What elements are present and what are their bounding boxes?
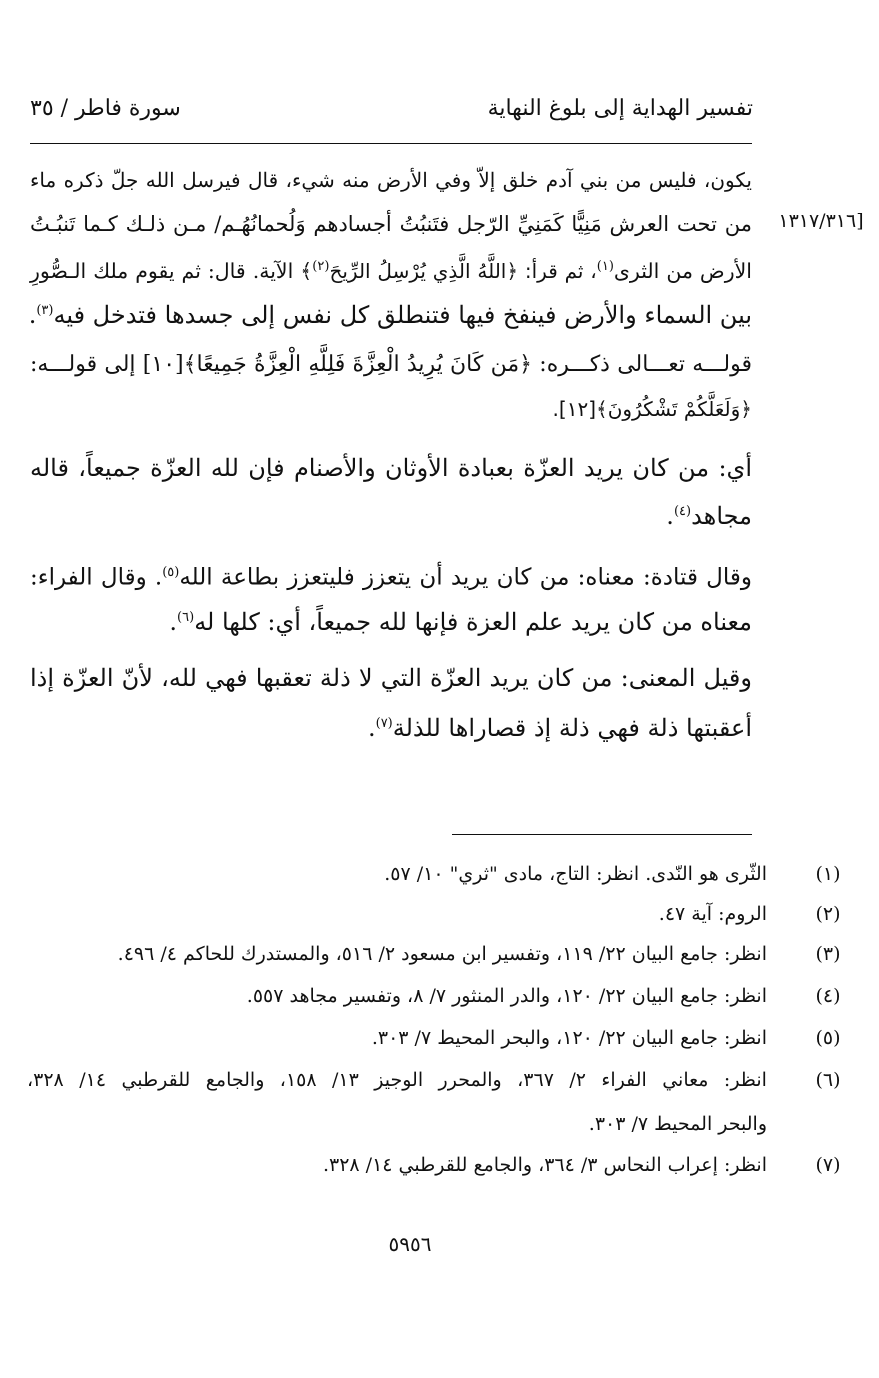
footnote-text: انظر: معاني الفراء ٢/ ٣٦٧، والمحرر الوجيز ١٣/ ١٥٨، والجامع للقرطبي ١٤/ ٣٢٨، [27, 1069, 767, 1091]
body-line: وقيل المعنى: من كان يريد العزّة التي لا ذلة تعقبها فهي لله، لأنّ العزّة إذا [30, 664, 752, 692]
footnote-marker: (٣) [36, 303, 54, 318]
margin-manuscript-reference: [١٣١٧/٣١٦ [778, 210, 864, 232]
body-line: مجاهد$^{(٤)}$. [666, 502, 752, 530]
footnote-marker: (١) [596, 259, 614, 274]
body-line: من تحت العرش مَنِيًّا كَمَنِيِّ الرّجل فتَنبُتُ أجسادهم وَلُحمانُهُـم/ مـن ذلـك كـما تَنبُـتُ [30, 212, 752, 236]
footnote-number: (٥) [815, 1027, 841, 1049]
footnote-number: (٦) [815, 1069, 841, 1091]
body-line-verse: ﴿وَلَعَلَّكُمْ تَشْكُرُونَ﴾[١٢]. [552, 397, 752, 421]
footnote-marker: (٢) [312, 259, 330, 274]
footnote-text: انظر: إعراب النحاس ٣/ ٣٦٤، والجامع للقرطبي ١٤/ ٣٢٨. [322, 1154, 767, 1176]
footnote-text: انظر: جامع البيان ٢٢/ ١١٩، وتفسير ابن مسعود ٢/ ٥١٦، والمستدرك للحاكم ٤/ ٤٩٦. [117, 943, 767, 965]
footnote-text: انظر: جامع البيان ٢٢/ ١٢٠، والبحر المحيط ٧/ ٣٠٣. [371, 1027, 767, 1049]
body-line-verse-heading: قولـــه تعـــالى ذكـــره: ﴿مَن كَانَ يُرِيدُ الْعِزَّةَ فَلِلَّهِ الْعِزَّةُ جَمِيعًا﴾[١٠] إلى قولـــه: [30, 352, 752, 377]
running-surah-title: سورة فاطر / ٣٥ [30, 96, 181, 121]
footnote-separator [452, 834, 752, 835]
body-line: أعقبتها ذلة فهي ذلة إذ قصاراها للذلة$^{(٧)}$. [367, 714, 752, 742]
footnote-number: (٢) [815, 903, 841, 925]
footnote-text: انظر: جامع البيان ٢٢/ ١٢٠، والدر المنثور ٧/ ٨، وتفسير مجاهد ٥٥٧. [246, 985, 767, 1007]
footnote-number: (٤) [815, 985, 841, 1007]
header-rule [30, 143, 752, 144]
body-line: بين السماء والأرض فينفخ فيها فتنطلق كل نفس إلى جسدها فتدخل فيه$^{(٣)}$. [28, 301, 752, 329]
footnote-text: الثّرى هو النّدى. انظر: التاج، مادى "ثري" ١٠/ ٥٧. [384, 863, 767, 885]
running-book-title: تفسير الهداية إلى بلوغ النهاية [487, 96, 753, 121]
body-line: أي: من كان يريد العزّة بعبادة الأوثان والأصنام فإن لله العزّة جميعاً، قاله [30, 454, 752, 482]
footnote-marker: (٧) [375, 716, 393, 731]
footnote-text: والبحر المحيط ٧/ ٣٠٣. [588, 1113, 767, 1135]
body-line: الأرض من الثرى$^{(١)}$، ثم قرأ: ﴿اللَّهُ الَّذِي يُرْسِلُ الرِّيحَ$^{(٢)}$﴾ الآية. قال: ثم يقوم ملك الـصُّورِ [30, 258, 752, 283]
body-line: وقال قتادة: معناه: من كان يريد أن يتعزز فليتعزز بطاعة الله$^{(٥)}$. وقال الفراء: [30, 564, 752, 591]
body-line: يكون، فليس من بني آدم خلق إلاّ وفي الأرض منه شيء، قال فيرسل الله جلّ ذكره ماء [30, 168, 752, 192]
page-number: ٥٩٥٦ [388, 1232, 432, 1256]
footnote-marker: (٤) [673, 504, 692, 519]
footnote-number: (١) [815, 863, 841, 885]
footnote-number: (٧) [815, 1154, 841, 1176]
footnote-marker: (٥) [162, 565, 180, 580]
footnote-marker: (٦) [177, 610, 195, 625]
footnote-text: الروم: آية ٤٧. [658, 903, 767, 925]
footnote-number: (٣) [815, 943, 841, 965]
body-line: معناه من كان يريد علم العزة فإنها لله جميعاً، أي: كلها له$^{(٦)}$. [169, 608, 752, 636]
